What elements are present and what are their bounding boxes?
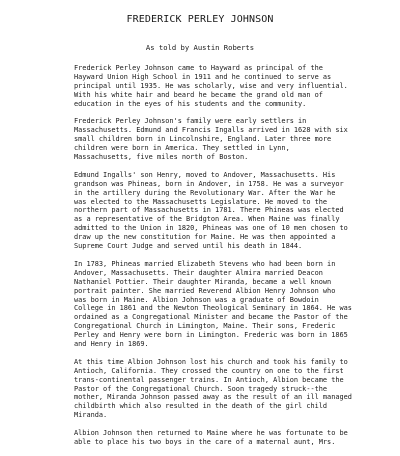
text-line: childbirth which also resulted in the death of the girl child: [74, 402, 328, 411]
text-line: Nathaniel Pottier. Their daughter Miranda, became a well known: [74, 277, 332, 286]
paragraph: [74, 358, 374, 420]
text-line: Pastor of the Congregational Church. Soon tragedy struck--the: [74, 384, 328, 393]
paragraph: [74, 429, 374, 447]
text-line: Congregational Church in Limington, Maine. Their sons, Frederic: [74, 322, 336, 331]
text-line: portrait painter. She married Reverend Albion Henry Johnson who: [74, 286, 336, 295]
text-line: was elected to the Massachusetts Legislature. He moved to the: [74, 197, 328, 206]
text-line: Perley and Henry were born in Limington. Frederic was born in 1865: [74, 331, 348, 340]
text-line: was born in Maine. Albion Johnson was a graduate of Bowdoin: [74, 295, 319, 304]
document-title: FREDERICK PERLEY JOHNSON: [126, 14, 274, 25]
text-line: small children born in Lincolnshire, England. Later three more: [74, 135, 332, 144]
paragraph: [74, 171, 374, 251]
text-line: Massachusetts, five miles north of Boston.: [74, 153, 249, 162]
paragraph: [74, 260, 374, 349]
text-line: admitted to the Union in 1820, Phineas was one of 10 men chosen to: [74, 224, 348, 233]
paragraph: [74, 64, 374, 109]
text-line: With his white hair and beard he became the grand old man of: [74, 90, 323, 99]
text-line: education in the eyes of his students and the community.: [74, 99, 307, 108]
text-line: able to place his two boys in the care of a maternal aunt, Mrs.: [74, 437, 336, 446]
text-line: Massachusetts. Edmund and Francis Ingalls arrived in 1628 with six: [74, 126, 348, 135]
text-line: Frederick Perley Johnson came to Hayward as principal of the: [74, 64, 323, 72]
paragraph: [74, 117, 374, 162]
text-line: College in 1861 and the Newton Theological Seminary in 1864. He was: [74, 304, 352, 313]
text-line: At this time Albion Johnson lost his church and took his family to: [74, 357, 348, 366]
text-line: Albion Johnson then returned to Maine where he was fortunate to be: [74, 429, 348, 438]
document-subtitle: As told by Austin Roberts: [145, 43, 255, 52]
text-line: Supreme Court Judge and served until his death in 1844.: [74, 242, 303, 251]
text-line: mother, Miranda Johnson passed away as the result of an ill managed: [74, 393, 352, 402]
text-line: Antioch, California. They crossed the country on one to the first: [74, 366, 344, 375]
text-line: In 1783, Phineas married Elizabeth Stevens who had been born in: [74, 259, 336, 268]
text-line: and Henry in 1869.: [74, 340, 149, 349]
text-line: Miranda.: [74, 411, 108, 420]
text-line: Frederick Perley Johnson's family were early settlers in: [74, 117, 307, 126]
text-line: northern part of Massachusetts in 1781. There Phineas was elected: [74, 206, 344, 215]
text-line: trans-continental passenger trains. In Antioch, Albion became the: [74, 375, 344, 384]
text-line: in the artillery during the Revolutionary War. After the War he: [74, 188, 336, 197]
text-line: Edmund Ingalls' son Henry, moved to Andover, Massachusetts. His: [74, 170, 336, 179]
text-line: as a representative of the Bridgton Area. When Maine was finally: [74, 215, 340, 224]
text-line: children were born in America. They settled in Lynn,: [74, 144, 290, 153]
document-body: [74, 64, 374, 456]
text-line: grandson was Phineas, born in Andover, in 1758. He was a surveyor: [74, 179, 344, 188]
text-line: Andover, Massachusetts. Their daughter Almira married Deacon: [74, 268, 323, 277]
text-line: ordained as a Congregational Minister and became the Pastor of the: [74, 313, 348, 322]
text-line: Hayward Union High School in 1911 and he continued to serve as: [74, 72, 332, 81]
text-line: draw up the new constitution for Maine. He was then appointed a: [74, 233, 336, 242]
text-line: principal until 1935. He was scholarly, wise and very influential.: [74, 81, 348, 90]
